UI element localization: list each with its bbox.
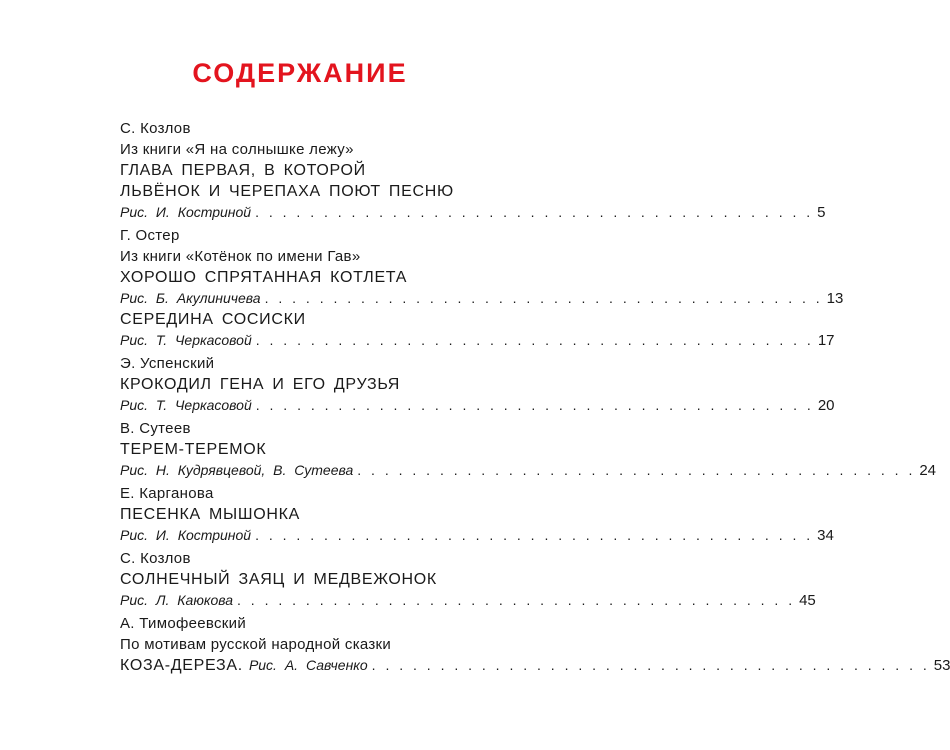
story-title: ПЕСЕНКА МЫШОНКА [120,506,301,523]
dot-leader: . . . . . . . . . . . . . . . . . . . . . . . . . . . . . . . . . . . . . . . . . [255,527,814,543]
author: А. Тимофеевский [120,615,247,632]
story-title: КОЗА-ДЕРЕЗА. [120,657,243,674]
illustrator: Рис. Л. Каюкова [120,592,234,608]
author: С. Козлов [120,550,191,567]
page-number: 17 [817,332,835,349]
author: В. Сутеев [120,420,191,437]
page-number: 20 [817,397,835,414]
toc-entry[interactable] [120,590,816,611]
page-number: 24 [919,462,937,479]
page-number: 13 [826,290,844,307]
illustrator: Рис. А. Савченко [248,657,368,673]
author: Г. Остер [120,227,180,244]
book-source: По мотивам русской народной сказки [120,636,392,653]
toc-entry[interactable] [120,330,835,351]
illustrator: Рис. Т. Черкасовой [120,397,252,413]
illustrator: Рис. И. Костриной [120,204,252,220]
toc-entry[interactable] [120,395,835,416]
story-title: ГЛАВА ПЕРВАЯ, В КОТОРОЙ [120,162,366,179]
author: С. Козлов [120,120,191,137]
story-title: СЕРЕДИНА СОСИСКИ [120,311,306,328]
page-number: 5 [817,204,826,221]
dot-leader: . . . . . . . . . . . . . . . . . . . . . . . . . . . . . . . . . . . . . . . . . [237,592,796,608]
dot-leader: . . . . . . . . . . . . . . . . . . . . . . . . . . . . . . . . . . . . . . . . . [357,462,916,478]
author: Е. Карганова [120,485,214,502]
illustrator: Рис. Б. Акулиничева [120,290,261,306]
story-title: КРОКОДИЛ ГЕНА И ЕГО ДРУЗЬЯ [120,376,401,393]
toc-entry[interactable] [120,655,950,676]
toc-entry[interactable] [120,460,937,481]
toc-entry[interactable] [120,525,834,546]
dot-leader: . . . . . . . . . . . . . . . . . . . . . . . . . . . . . . . . . . . . . . . . . [371,657,930,673]
page-number: 45 [799,592,816,609]
page-number: 53 [933,657,950,674]
book-source: Из книги «Котёнок по имени Гав» [120,248,361,265]
story-title: ТЕРЕМ-ТЕРЕМОК [120,441,267,458]
story-title: ХОРОШО СПРЯТАННАЯ КОТЛЕТА [120,269,408,286]
author: Э. Успенский [120,355,215,372]
dot-leader: . . . . . . . . . . . . . . . . . . . . . . . . . . . . . . . . . . . . . . . . . [255,397,814,413]
toc-entry[interactable] [120,202,826,223]
illustrator: Рис. Н. Кудрявцевой, В. Сутеева [120,462,354,478]
story-title: СОЛНЕЧНЫЙ ЗАЯЦ И МЕДВЕЖОНОК [120,571,437,588]
illustrator: Рис. И. Костриной [120,527,252,543]
page-title: СОДЕРЖАНИЕ [192,58,408,88]
dot-leader: . . . . . . . . . . . . . . . . . . . . . . . . . . . . . . . . . . . . . . . . . [255,332,814,348]
page-number: 34 [817,527,834,544]
book-source: Из книги «Я на солнышке лежу» [120,141,354,158]
dot-leader: . . . . . . . . . . . . . . . . . . . . . . . . . . . . . . . . . . . . . . . . . [264,290,823,306]
illustrator: Рис. Т. Черкасовой [120,332,252,348]
toc-entry[interactable] [120,288,844,309]
table-of-contents [120,118,950,676]
story-title: ЛЬВЁНОК И ЧЕРЕПАХА ПОЮТ ПЕСНЮ [120,183,454,200]
dot-leader: . . . . . . . . . . . . . . . . . . . . . . . . . . . . . . . . . . . . . . . . . [255,204,814,220]
